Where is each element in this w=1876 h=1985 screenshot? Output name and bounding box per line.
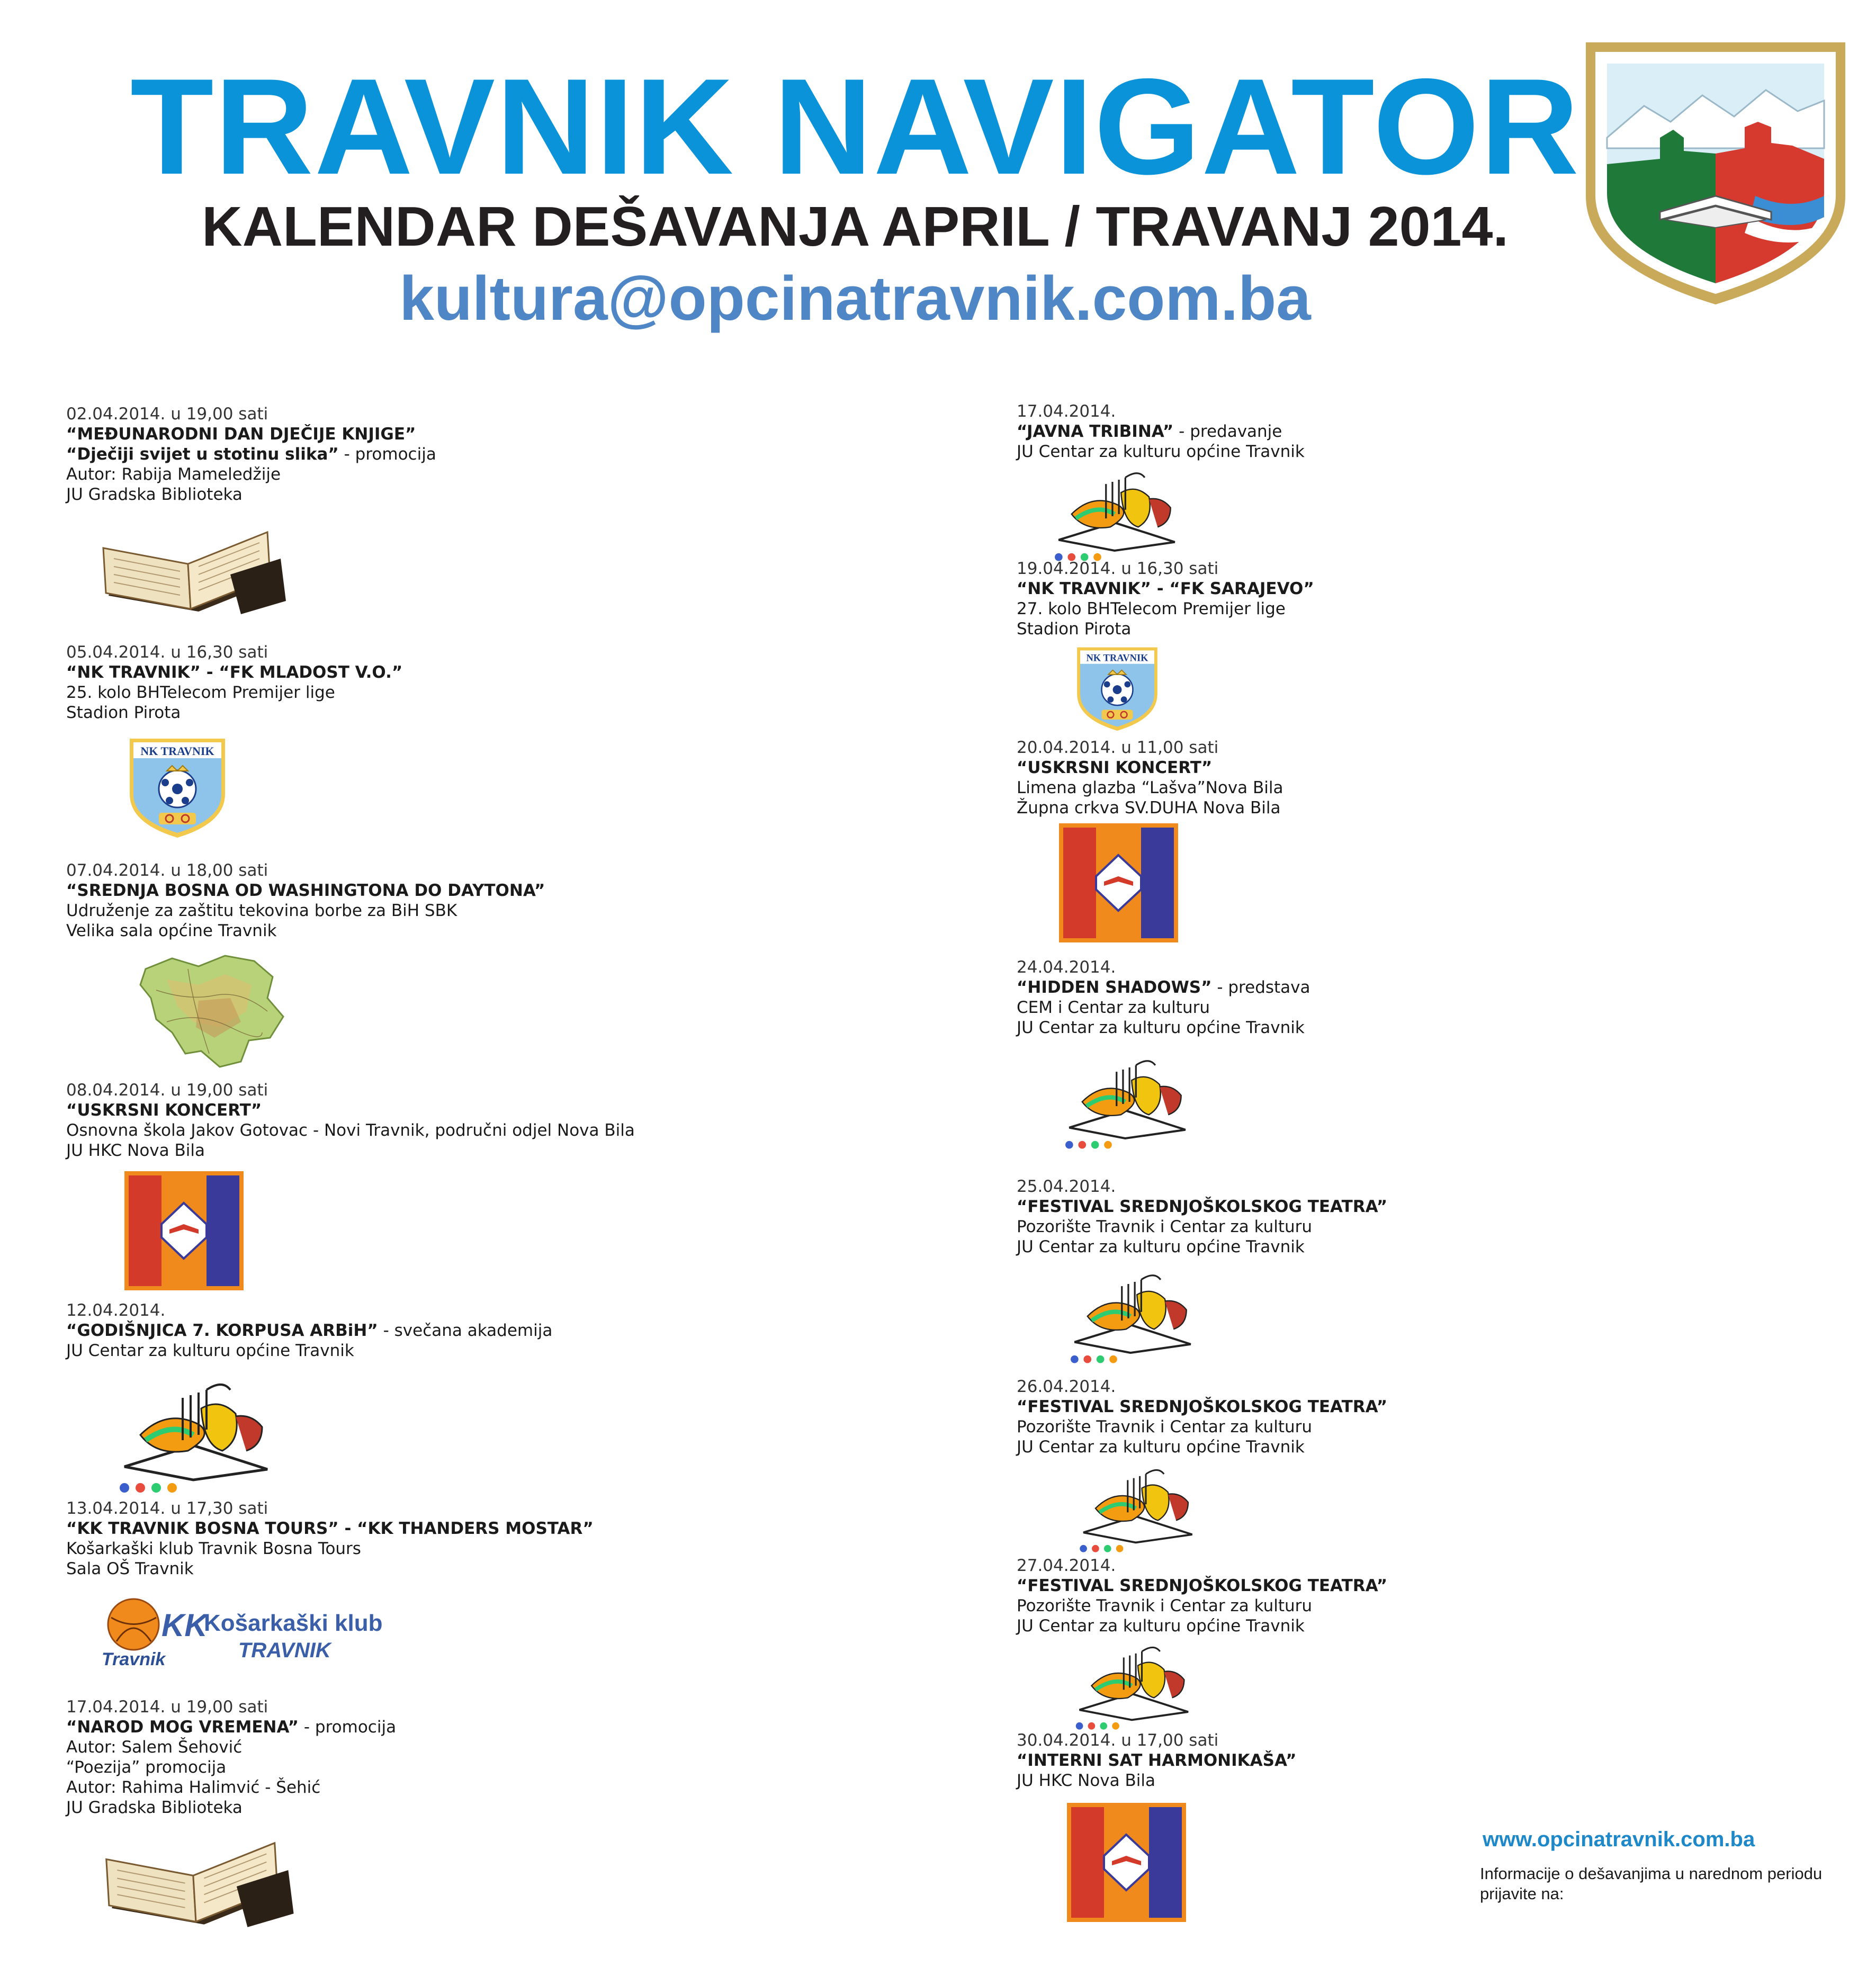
event-date: 24.04.2014.	[1017, 958, 1116, 977]
event-title: “KK TRAVNIK BOSNA TOURS” - “KK THANDERS MOSTAR”	[66, 1519, 594, 1538]
event-detail: JU Centar za kulturu općine Travnik	[1017, 1616, 1305, 1636]
culture-center-logo	[1056, 1054, 1194, 1154]
culture-center-logo	[1067, 1464, 1205, 1557]
event-title: “GODIŠNJICA 7. KORPUSA ARBiH”	[66, 1321, 378, 1340]
event-title: “MEĐUNARODNI DAN DJEČIJE KNJIGE”	[66, 425, 416, 444]
event-detail: Košarkaški klub Travnik Bosna Tours	[66, 1539, 361, 1558]
event-detail: 27. kolo BHTelecom Premijer lige	[1017, 599, 1286, 618]
event-item	[66, 642, 903, 723]
event-title-suffix: - promocija	[299, 1718, 397, 1737]
event-detail: Osnovna škola Jakov Gotovac - Novi Travnik, područni odjel Nova Bila	[66, 1121, 635, 1140]
bih-map-image	[135, 948, 294, 1075]
event-item	[66, 1498, 903, 1579]
event-detail: JU Centar za kulturu općine Travnik	[1017, 1237, 1305, 1256]
event-detail: 25. kolo BHTelecom Premijer lige	[66, 683, 335, 702]
event-title: “USKRSNI KONCERT”	[66, 1101, 262, 1120]
event-detail: JU Centar za kulturu općine Travnik	[1017, 1018, 1305, 1037]
open-book-image	[93, 516, 289, 619]
event-title-suffix: - svečana akademija	[378, 1321, 553, 1340]
event-item	[1017, 957, 1853, 1038]
culture-center-logo	[1046, 466, 1183, 567]
event-title: “FESTIVAL SREDNJOŠKOLSKOG TEATRA”	[1017, 1197, 1388, 1216]
kk-travnik-logo	[95, 1594, 413, 1676]
event-title: “INTERNI SAT HARMONIKAŠA”	[1017, 1751, 1297, 1770]
event-title: “FESTIVAL SREDNJOŠKOLSKOG TEATRA”	[1017, 1397, 1388, 1416]
website-link[interactable]: www.opcinatravnik.com.ba	[1483, 1828, 1755, 1851]
event-detail: JU Centar za kulturu općine Travnik	[1017, 442, 1305, 461]
event-date: 26.04.2014.	[1017, 1377, 1116, 1396]
nk-logo-label: NK TRAVNIK	[1086, 652, 1148, 664]
event-detail: JU HKC Nova Bila	[1017, 1771, 1155, 1790]
event-date: 12.04.2014.	[66, 1301, 166, 1320]
event-item	[66, 404, 903, 505]
event-item	[1017, 1176, 1853, 1257]
event-detail: Župna crkva SV.DUHA Nova Bila	[1017, 798, 1281, 818]
culture-center-logo	[1064, 1641, 1199, 1734]
event-detail: Udruženje za zaštitu tekovina borbe za BiH SBK	[66, 901, 457, 920]
event-title-suffix: - predstava	[1211, 978, 1310, 997]
event-item	[1017, 1556, 1853, 1636]
event-date: 17.04.2014. u 19,00 sati	[66, 1697, 268, 1717]
event-item	[66, 1300, 903, 1361]
event-detail: JU Gradska Biblioteka	[66, 485, 243, 504]
event-date: 17.04.2014.	[1017, 402, 1116, 421]
hkc-nova-bila-logo	[1067, 1803, 1186, 1922]
event-date: 30.04.2014. u 17,00 sati	[1017, 1731, 1219, 1750]
event-item	[1017, 1730, 1853, 1791]
culture-center-logo	[109, 1377, 278, 1498]
kk-club-name-line2: TRAVNIK	[238, 1639, 331, 1662]
event-date: 19.04.2014. u 16,30 sati	[1017, 559, 1219, 578]
hkc-nova-bila-logo	[124, 1171, 244, 1290]
event-date: 25.04.2014.	[1017, 1177, 1116, 1196]
event-date: 13.04.2014. u 17,30 sati	[66, 1499, 268, 1518]
event-date: 27.04.2014.	[1017, 1556, 1116, 1575]
event-subtitle-suffix: - promocija	[338, 445, 436, 464]
nk-travnik-logo	[1075, 645, 1160, 732]
travnik-crest-logo	[1581, 37, 1851, 307]
event-title-suffix: - predavanje	[1173, 422, 1282, 441]
open-book-image	[95, 1827, 297, 1933]
nk-travnik-logo	[127, 736, 228, 839]
event-detail: Autor: Rabija Mameledžije	[66, 465, 281, 484]
main-title: TRAVNIK NAVIGATOR	[130, 50, 1581, 203]
event-detail: Pozorište Travnik i Centar za kulturu	[1017, 1217, 1313, 1236]
event-item	[1017, 559, 1853, 639]
event-detail: Limena glazba “Lašva”Nova Bila	[1017, 778, 1283, 797]
event-title: “USKRSNI KONCERT”	[1017, 758, 1213, 777]
kk-logo-short: KK	[161, 1607, 208, 1643]
event-detail: “Poezija” promocija	[66, 1758, 227, 1777]
event-item	[1017, 738, 1853, 818]
event-title: “FESTIVAL SREDNJOŠKOLSKOG TEATRA”	[1017, 1576, 1388, 1595]
event-item	[66, 1080, 903, 1161]
event-detail: Autor: Salem Šehović	[66, 1738, 243, 1757]
event-detail: JU Centar za kulturu općine Travnik	[66, 1341, 354, 1360]
event-detail: Velika sala općine Travnik	[66, 921, 277, 940]
event-detail: Stadion Pirota	[1017, 619, 1132, 639]
event-detail: Autor: Rahima Halimvić - Šehić	[66, 1778, 321, 1797]
footer-info-text: Informacije o dešavanjima u narednom periodu prijavite na:	[1480, 1864, 1823, 1903]
event-subtitle: “Dječiji svijet u stotinu slika”	[66, 445, 339, 464]
event-detail: JU Centar za kulturu općine Travnik	[1017, 1438, 1305, 1457]
event-date: 20.04.2014. u 11,00 sati	[1017, 738, 1219, 757]
event-title: “SREDNJA BOSNA OD WASHINGTONA DO DAYTONA”	[66, 881, 545, 900]
contact-email[interactable]: kultura@opcinatravnik.com.ba	[399, 264, 1311, 334]
event-title: “NAROD MOG VREMENA”	[66, 1718, 299, 1737]
event-date: 05.04.2014. u 16,30 sati	[66, 643, 268, 662]
kk-logo-town: Travnik	[102, 1649, 166, 1669]
event-date: 02.04.2014. u 19,00 sati	[66, 405, 268, 424]
event-detail: Stadion Pirota	[66, 703, 181, 722]
event-detail: Pozorište Travnik i Centar za kulturu	[1017, 1596, 1313, 1615]
event-title: “NK TRAVNIK” - “FK MLADOST V.O.”	[66, 663, 403, 682]
event-title: “NK TRAVNIK” - “FK SARAJEVO”	[1017, 579, 1314, 598]
calendar-subtitle: KALENDAR DEŠAVANJA APRIL / TRAVANJ 2014.	[202, 195, 1509, 258]
event-detail: JU HKC Nova Bila	[66, 1141, 205, 1160]
kk-club-name-line1: Košarkaški klub	[204, 1610, 383, 1636]
culture-center-logo	[1062, 1268, 1199, 1369]
event-date: 07.04.2014. u 18,00 sati	[66, 861, 268, 880]
event-title: “JAVNA TRIBINA”	[1017, 422, 1174, 441]
event-date: 08.04.2014. u 19,00 sati	[66, 1081, 268, 1100]
event-detail: JU Gradska Biblioteka	[66, 1798, 243, 1817]
event-detail: Sala OŠ Travnik	[66, 1559, 194, 1578]
event-item	[66, 1697, 903, 1818]
event-detail: CEM i Centar za kulturu	[1017, 998, 1210, 1017]
hkc-nova-bila-logo	[1059, 823, 1178, 942]
event-item	[66, 860, 903, 941]
event-item	[1017, 401, 1853, 462]
event-item	[1017, 1377, 1853, 1457]
event-detail: Pozorište Travnik i Centar za kulturu	[1017, 1417, 1313, 1436]
nk-logo-label: NK TRAVNIK	[140, 744, 214, 758]
event-title: “HIDDEN SHADOWS”	[1017, 978, 1212, 997]
